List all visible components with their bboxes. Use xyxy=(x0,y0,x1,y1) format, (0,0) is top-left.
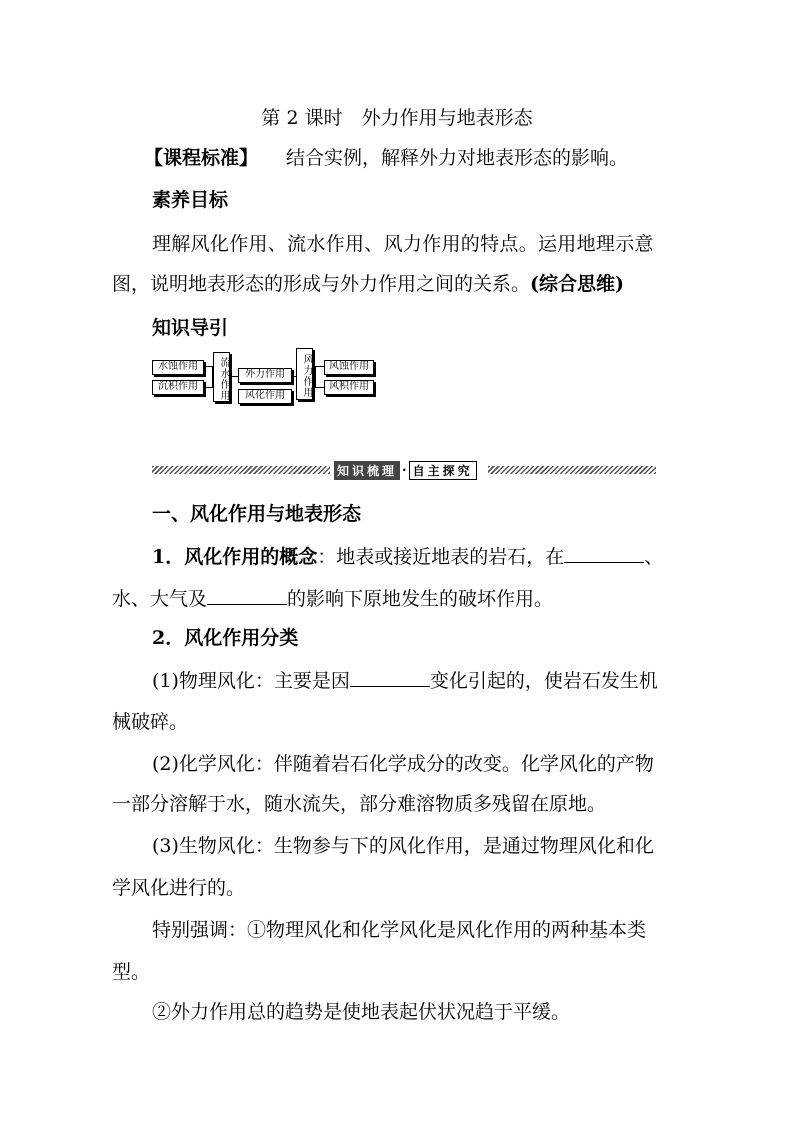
banner-right-label: 自主探究 xyxy=(409,461,477,480)
paragraph-5-line-1: (3)生物风化：生物参与下的风化作用，是通过物理风化和化 xyxy=(152,835,654,857)
paragraph-2-heading: 2．风化作用分类 xyxy=(152,627,299,649)
paragraph-6-line-1: 特别强调：①物理风化和化学风化是风化作用的两种基本类 xyxy=(152,919,647,941)
fill-blank-2[interactable] xyxy=(207,586,287,605)
paragraph-3-line-1 xyxy=(152,668,727,693)
literacy-line-1: 理解风化作用、流水作用、风力作用的特点。运用地理示意 xyxy=(152,233,654,255)
paragraph-1-line-1 xyxy=(152,544,727,569)
box-weathering: 风化作用 xyxy=(238,389,292,404)
paragraph-5-line-2: 学风化进行的。 xyxy=(112,877,246,899)
box-sediment: 沉积作用 xyxy=(152,380,204,395)
paragraph-1-text-a: ：地表或接近地表的岩石，在 xyxy=(317,546,565,568)
box-wind-erosion: 风蚀作用 xyxy=(324,360,374,375)
page-title: 第 2 课时 外力作用与地表形态 xyxy=(261,107,533,129)
connector-left xyxy=(204,366,213,388)
paragraph-3-text-a: (1)物理风化：主要是因 xyxy=(152,670,350,692)
banner-hatch-left xyxy=(152,466,330,474)
paragraph-1-text-d: 的影响下原地发生的破坏作用。 xyxy=(287,588,554,610)
box-wind-force: 风力作用 xyxy=(296,348,313,400)
course-standard-label: 【课程标准】 xyxy=(144,147,259,169)
banner-left-label: 知识梳理 xyxy=(334,461,400,480)
paragraph-3-line-2: 械破碎。 xyxy=(112,711,189,733)
course-standard xyxy=(144,146,719,170)
section-1-heading: 一、风化作用与地表形态 xyxy=(152,503,362,525)
course-standard-text: 结合实例，解释外力对地表形态的影响。 xyxy=(286,147,629,169)
guide-heading: 知识导引 xyxy=(152,317,229,339)
paragraph-1-line-2 xyxy=(112,586,687,611)
fill-blank-3[interactable] xyxy=(350,668,430,687)
literacy-tag: (综合思维) xyxy=(530,273,624,295)
banner-hatch-right xyxy=(488,466,656,474)
paragraph-4-line-1: (2)化学风化：伴随着岩石化学成分的改变。化学风化的产物 xyxy=(152,753,654,775)
paragraph-3-text-b: 变化引起的，使岩石发生机 xyxy=(429,670,658,692)
box-external-force: 外力作用 xyxy=(238,368,292,383)
paragraph-1-text-b: 、 xyxy=(644,546,664,568)
literacy-line-2 xyxy=(112,272,687,296)
fill-blank-1[interactable] xyxy=(564,544,644,563)
section-banner xyxy=(334,461,477,479)
paragraph-7: ②外力作用总的趋势是使地表起伏状况趋于平缓。 xyxy=(152,1001,571,1023)
literacy-heading: 素养目标 xyxy=(152,189,229,211)
paragraph-1-label: 1．风化作用的概念 xyxy=(152,546,318,568)
literacy-line-2-text: 图，说明地表形态的形成与外力作用之间的关系。 xyxy=(112,273,531,295)
box-wind-deposition: 风积作用 xyxy=(324,380,374,395)
box-flowing-water: 流水作用 xyxy=(213,352,230,402)
paragraph-1-text-c: 水、大气及 xyxy=(112,588,208,610)
banner-dot: · xyxy=(402,463,407,477)
box-water-erosion: 水蚀作用 xyxy=(152,360,204,375)
paragraph-6-line-2: 型。 xyxy=(112,961,151,983)
connector-right xyxy=(315,366,324,388)
paragraph-4-line-2: 一部分溶解于水，随水流失，部分难溶物质多残留在原地。 xyxy=(112,793,607,815)
